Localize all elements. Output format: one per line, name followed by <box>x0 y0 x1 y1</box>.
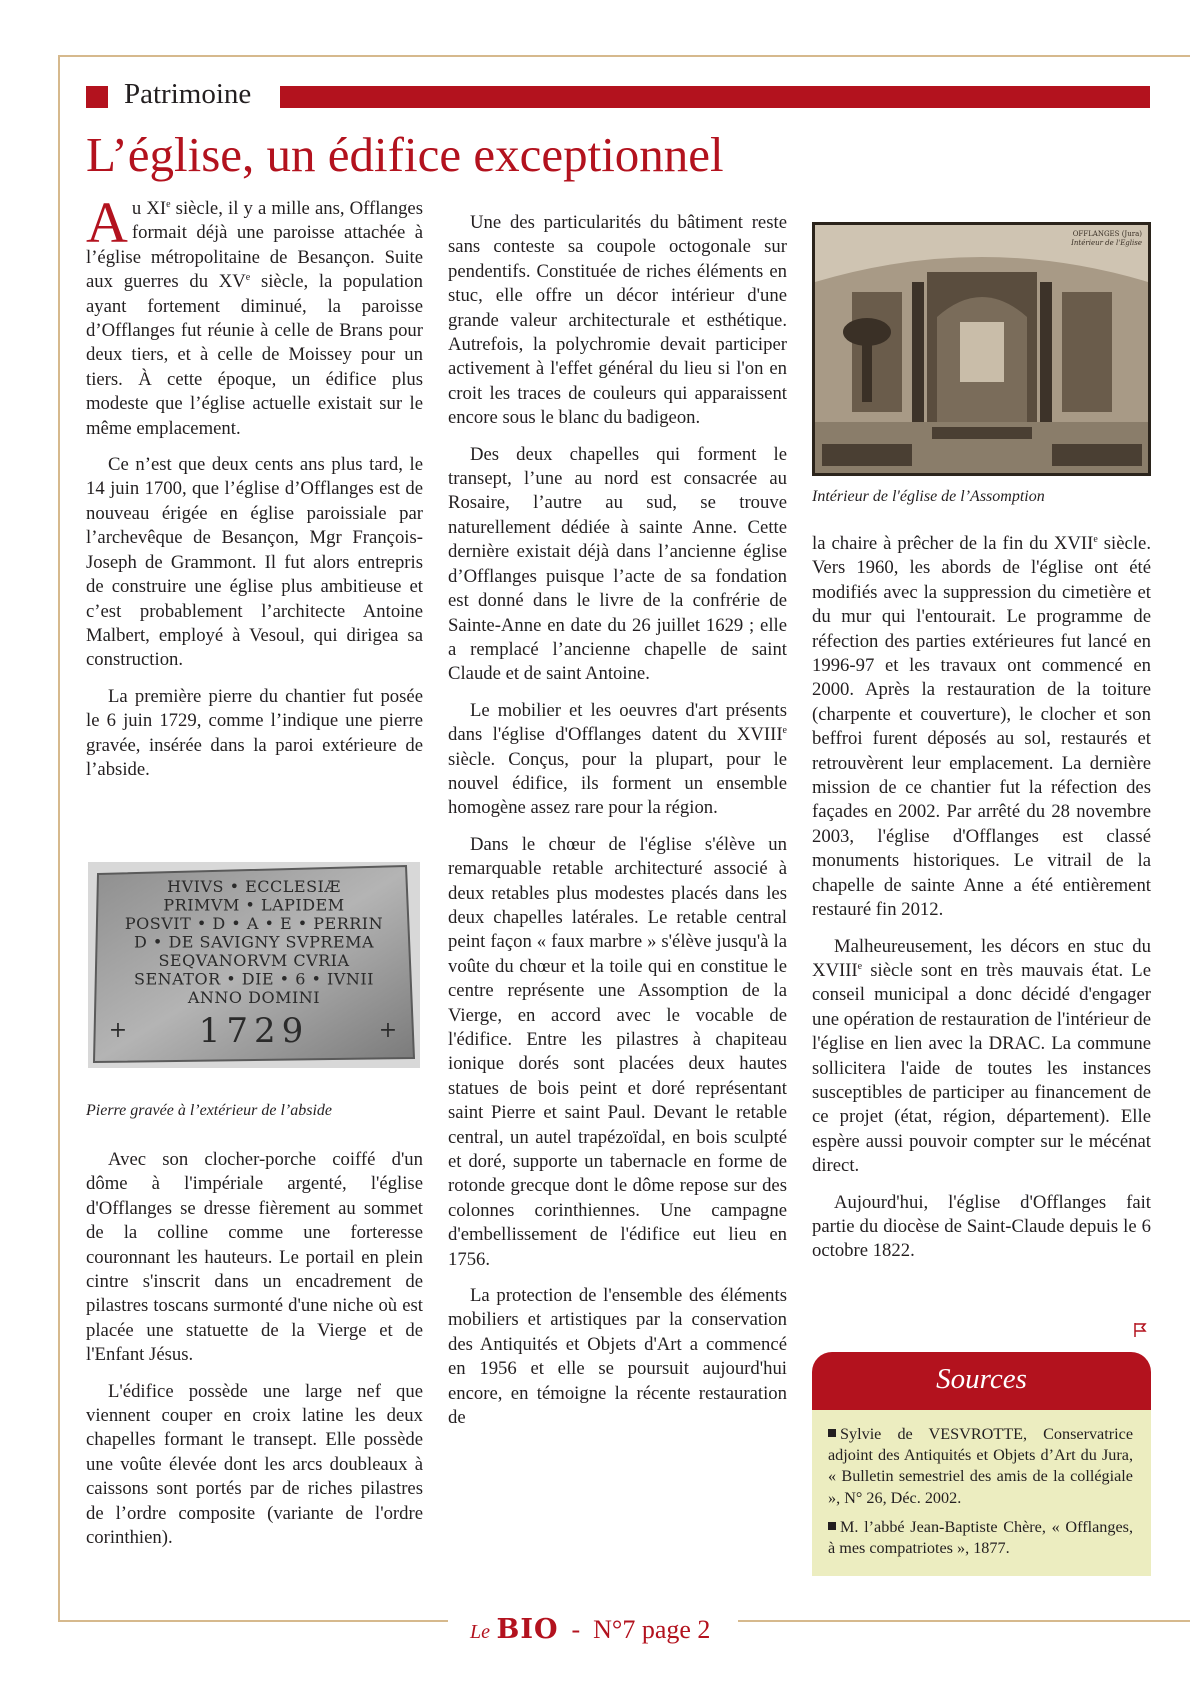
sources-header <box>812 1352 1151 1410</box>
section-marker <box>86 86 108 108</box>
paragraph: la chaire à prêcher de la fin du XVIIe siècle. Vers 1960, les abords de l'église ont été modifiés avec la suppression du cimetière et du mur qui l'entourait. Le programme de réfection des parties extérieures fut lancé en 1996-97 et les travaux ont commencé en 2000. Après la restauration de la toiture (charpente et couverture), le clocher et son beffroi furent déposés au sol, restaurés et retrouvèrent leur emplacement. La dernière mission de ce chantier fut la réfection des façades en 2002. Par arrêté du 28 novembre 2003, l'église d'Offlanges est classé monuments historiques. Le vitrail de la chapelle de sainte Anne a été entièrement restauré fin 2012. <box>812 533 1151 921</box>
plaque-inscription-line: D • DE SAVIGNY SVPREMA <box>134 932 374 952</box>
plaque-inscription-line: 1729 <box>198 1011 310 1051</box>
stone-caption: Pierre gravée à l’extérieur de l’abside <box>86 1102 332 1119</box>
footer <box>470 1614 710 1645</box>
column-2 <box>448 211 787 1443</box>
paragraph: Le mobilier et les oeuvres d'art présents dans l'église d'Offlanges datent du XVIIIe siècle. Conçus, pour la plupart, pour le nouvel édifice, ils forment un ensemble homogène assez rare pour la région. <box>448 699 787 819</box>
paragraph: Dans le chœur de l'église s'élève un remarquable retable architecturé associé à deux retables plus modestes placés dans les deux chapelles latérales. Le retable central peint façon « faux marbre » s'élève jusqu'à la voûte du chœur et la toile qui en constitue le centre représente une Assomption de la Vierge, en accord avec le vocable de l'édifice. Entre les pilastres à chapiteau ionique dorés sont placées deux hautes statues de bois peint et doré représentant saint Pierre et saint Paul. Devant le retable central, un autel trapézoïdal, en bois sculpté et doré, supporte un tabernacle en forme de rotonde grecque dont le dôme repose sur des colonnes corinthiennes. Une campagne d'embellissement de l'édifice eut lieu en 1756. <box>448 833 787 1270</box>
sources-list <box>812 1410 1151 1576</box>
photo-label: OFFLANGES (Jura) <box>1072 230 1142 238</box>
section-label: Patrimoine <box>124 78 252 110</box>
church-interior-photo <box>812 222 1151 476</box>
photo-label: Intérieur de l'Eglise <box>1071 239 1142 247</box>
bullet-icon <box>828 1429 836 1437</box>
photo-caption: Intérieur de l'église de l’Assomption <box>812 488 1045 505</box>
engraved-stone-image <box>88 862 420 1068</box>
plaque-inscription-line: SEQVANORVM CVRIA <box>158 951 350 970</box>
paragraph: Avec son clocher-porche coiffé d'un dôme à l'impériale argenté, l'église d'Offlanges se dresse fièrement au sommet de la colline comme une forteresse couronnant les hauteurs. Le portail en plein cintre s'inscrit dans un encadrement de pilastres toscans surmonté d'une niche où est placée une statuette de la Vierge et de l'Enfant Jésus. <box>86 1149 423 1366</box>
list-item: Sylvie de VESVROTTE, Conservatrice adjoint des Antiquités et Objets d’Art du Jura, « Bulletin semestriel des amis de la collégiale », N° 26, Déc. 2002. <box>828 1425 1133 1507</box>
paragraph: La protection de l'ensemble des éléments mobiliers et artistiques par la conservation des Antiquités et Objets d'Art a commencé en 1956 et elle se poursuit aujourd'hui encore, en témoigne la récente restauration de <box>448 1285 787 1429</box>
paragraph: Malheureusement, les décors en stuc du XVIIIe siècle sont en très mauvais état. Le conseil municipal a donc décidé d'engager une opération de restauration de l'intérieur de l'église en lien avec la DRAC. La commune sollicitera l'aide de toutes les instances susceptibles de participer au financement de ce projet (état, région, département). Elle espère aussi pouvoir compter sur le mécénat direct. <box>812 935 1151 1177</box>
footer-logo-le: Le <box>470 1621 490 1643</box>
list-item: M. l’abbé Jean-Baptiste Chère, « Offlanges, à mes compatriotes », 1877. <box>828 1517 1133 1558</box>
paragraph: Des deux chapelles qui forment le transept, l’une au nord est consacrée au Rosaire, l’autre au sud, se trouve naturellement dédiée à sainte Anne. Cette dernière existait déjà dans l’ancienne église d’Offlanges puisque l’acte de sa fondation est donné dans le livre de la confrérie de Sainte-Anne en date du 26 juillet 1629 ; elle a remplacé l’ancienne chapelle de saint Claude et de saint Antoine. <box>448 443 787 685</box>
paragraph: Ce n’est que deux cents ans plus tard, le 14 juin 1700, que l’église d’Offlanges est de nouveau érigée en église paroissiale par l’archevêque de Besançon, Mgr François-Joseph de Grammont. Il fut alors entrepris de construire une église plus ambitieuse et c’est probablement l’architecte Antoine Malbert, employé à Vesoul, qui dirigea sa construction. <box>86 454 423 671</box>
paragraph: Une des particularités du bâtiment reste sans conteste sa coupole octogonale sur pendentifs. Constituée de riches éléments en stuc, elle offre un décor intérieur d'une grande valeur architecturale et esthétique. Autrefois, la polychromie devait participer activement à l'effet général du lieu si l'on en croit les traces de couleurs qui apparaissent encore sous le blanc du badigeon. <box>448 212 787 429</box>
sources-title: Sources <box>936 1363 1027 1395</box>
paragraph: La première pierre du chantier fut posée le 6 juin 1729, comme l’indique une pierre gravée, insérée dans la paroi extérieure de l’abside. <box>86 685 423 780</box>
plaque-inscription-line: PRIMVM • LAPIDEM <box>163 895 345 915</box>
bullet-icon <box>828 1522 836 1530</box>
drop-cap: A <box>86 190 128 255</box>
plaque-inscription-line: POSVIT • D • A • E • PERRIN <box>124 914 384 933</box>
footer-logo-bio: BIO <box>496 1614 559 1645</box>
page-number: N°7 page 2 <box>593 1615 711 1644</box>
paragraph: Au XIe siècle, il y a mille ans, Offlanges formait déjà une paroisse attachée à l’église métropolitaine de Besançon. Suite aux guerres du XVe siècle, la population ayant fortement diminué, la paroisse d’Offlanges fut réunie à celle de Brans pour deux tiers, et à celle de Moissey pour un tiers. À cette époque, un édifice plus modeste que l’église actuelle existait sur le même emplacement. <box>86 190 424 439</box>
column-3 <box>812 532 1151 1276</box>
plaque-cross-icon: + <box>378 1018 398 1043</box>
column-1-top <box>86 190 424 794</box>
plaque-cross-icon: + <box>108 1018 128 1043</box>
plaque-inscription-line: SENATOR • DIE • 6 • IVNII <box>133 969 375 989</box>
plaque-inscription-line: ANNO DOMINI <box>187 988 321 1007</box>
paragraph: Aujourd'hui, l'église d'Offlanges fait partie du diocèse de Saint-Claude depuis le 6 octobre 1822. <box>812 1191 1151 1262</box>
footer-separator: - <box>571 1615 581 1644</box>
column-1-bottom <box>86 1148 423 1563</box>
paragraph: L'édifice possède une large nef que viennent couper en croix latine les deux chapelles formant le transept. Elle possède une voûte élevée dont les arcs doubleaux à caissons sont portés par de riches pilastres de l’ordre composite (variante de l'ordre corinthien). <box>86 1380 423 1549</box>
section-bar <box>280 86 1150 108</box>
plaque-inscription-line: HVIVS • ECCLESIÆ <box>167 877 341 896</box>
article-title: L’église, un édifice exceptionnel <box>86 127 724 182</box>
end-flag-icon <box>1133 1322 1147 1338</box>
